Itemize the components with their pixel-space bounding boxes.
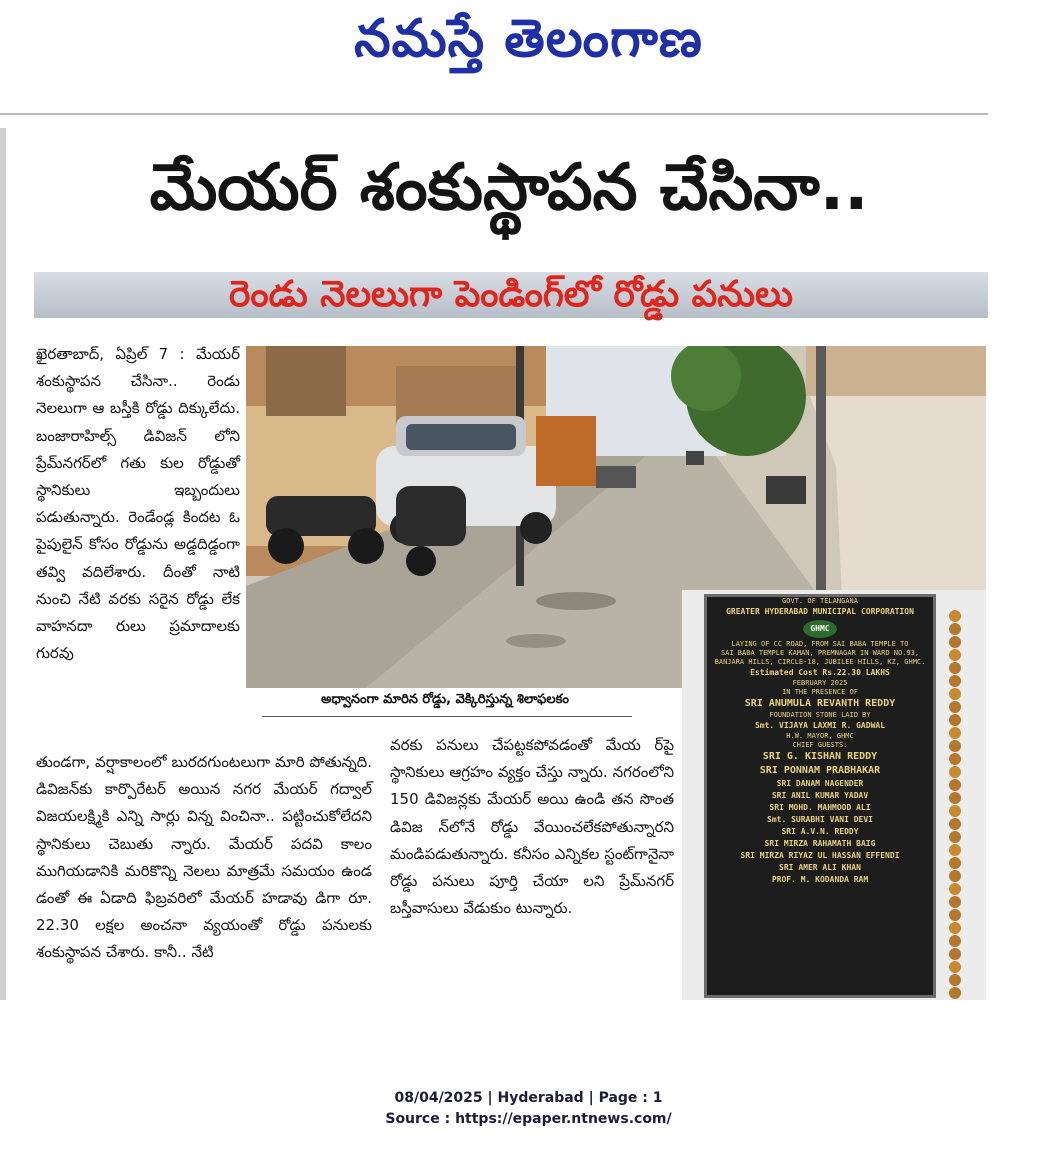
garland-bead (949, 701, 961, 713)
plaque-line: SRI AMER ALI KHAN (779, 863, 861, 872)
garland-bead (949, 974, 961, 986)
garland-bead (949, 935, 961, 947)
garland-bead (949, 961, 961, 973)
garland-bead (949, 753, 961, 765)
garland-bead (949, 779, 961, 791)
plaque-line: SRI MIRZA RIYAZ UL HASSAN EFFENDI (740, 851, 900, 860)
garland-bead (949, 740, 961, 752)
plaque-line: LAYING OF CC ROAD, FROM SAI BABA TEMPLE TO (731, 640, 909, 648)
page-edge-bar (0, 128, 6, 1000)
garland-bead (949, 623, 961, 635)
garland-bead (949, 805, 961, 817)
plaque-line: PROF. M. KODANDA RAM (771, 875, 869, 884)
footer-source: Source : https://epaper.ntnews.com/ (385, 1111, 672, 1127)
photo-caption: అధ్వానంగా మారిన రోడ్డు, వెక్కిరిస్తున్న శిలాఫలకం (321, 692, 569, 707)
garland-bead (949, 688, 961, 700)
plaque-line: SRI G. KISHAN REDDY (762, 751, 878, 762)
article-column-2: తుండగా, వర్షాకాలంలో బురదగుంటలుగా మారి పోతున్నది. డివిజన్‌కు కార్పొరేటర్ అయిన నగర మేయర్ గద్వాల్ విజయలక్ష్మికి ఎన్ని సార్లు విన్న వించినా.. పట్టించుకోలేదని స్థానికులు చెబుతు న్నారు. మేయర్ పదవి కాలం ముగియడానికి మరికొన్ని నెలలు మాత్రమే సమయం ఉండ డంతో ఈ ఏడాది ఫిబ్రవరిలో మేయర్ హడావు డిగా రూ. 22.30 లక్షల అంచనా వ్యయంతో రోడ్డు పనులకు శంకుస్థాపన చేశారు. కానీ.. నేటి (36, 753, 372, 962)
garland-bead (949, 831, 961, 843)
plaque-line: Estimated Cost Rs.22.30 LAKHS (750, 668, 890, 677)
plaque-line: SRI A.V.N. REDDY (781, 827, 859, 836)
garland-bead (949, 883, 961, 895)
garland-bead (949, 714, 961, 726)
plaque-line: H.W. MAYOR, GHMC (786, 732, 854, 740)
caption-underline (262, 716, 632, 717)
garland-bead (949, 896, 961, 908)
plaque-line: Smt. SURABHI VANI DEVI (767, 815, 873, 824)
plaque-line: SRI ANIL KUMAR YADAV (771, 791, 869, 800)
garland-bead (949, 844, 961, 856)
garland-bead (949, 792, 961, 804)
garland-bead (949, 727, 961, 739)
plaque-line: BANJARA HILLS, CIRCLE-18, JUBILEE HILLS, KZ, GHMC. (714, 658, 926, 666)
plaque-line: SRI MIRZA RAHAMATH BAIG (764, 839, 876, 848)
article-headline: మేయర్ శంకుస్థాపన చేసినా.. (149, 151, 869, 225)
garland-bead (949, 649, 961, 661)
plaque-line: SRI MOHD. MAHMOOD ALI (769, 803, 871, 812)
article-column-3: వరకు పనులు చేపట్టకపోవడంతో మేయ ర్‌పై స్థానికులు ఆగ్రహం వ్యక్తం చేస్తు న్నారు. నగరంలోని 150 డివిజన్లకు మేయర్ అయి ఉండి తన సొంత డివిజ న్‌లోనే రోడ్డు వేయించలేకపోతున్నారని మండిపడుతున్నారు. కనీసం ఎన్నికల స్టంట్‌గానైనా రోడ్డు పనులు పూర్తి చేయా లని ప్రేమ్‌నగర్ బస్తీవాసులు వేడుకుం టున్నారు. (390, 736, 674, 918)
garland-bead (949, 636, 961, 648)
flower-garland (944, 610, 962, 1000)
foundation-plaque-photo (682, 590, 986, 1000)
plaque-line: SRI ANUMULA REVANTH REDDY (744, 698, 896, 709)
plaque-line: SRI PONNAM PRABHAKAR (759, 765, 881, 776)
garland-bead (949, 870, 961, 882)
masthead-divider (0, 113, 988, 115)
garland-bead (949, 909, 961, 921)
plaque-line: IN THE PRESENCE OF (782, 688, 858, 696)
plaque-line: FOUNDATION STONE LAID BY (769, 711, 871, 719)
garland-bead (949, 987, 961, 999)
footer-dateline: 08/04/2025 | Hyderabad | Page : 1 (394, 1090, 663, 1106)
garland-bead (949, 857, 961, 869)
garland-bead (949, 922, 961, 934)
masthead (0, 0, 1057, 110)
plaque-line: GOVT. OF TELANGANA (782, 597, 858, 605)
plaque-line: FEBRUARY 2025 (792, 679, 848, 687)
garland-bead (949, 610, 961, 622)
article-column-1: ఖైరతాబాద్, ఏప్రిల్ 7 : మేయర్ శంకుస్థాపన చేసినా.. రెండు నెలలుగా ఆ బస్తీకి రోడ్డు దిక్కులేదు. బంజారాహిల్స్ డివిజన్ లోని ప్రేమ్‌నగర్‌లో గతు కుల రోడ్డుతో స్థానికులు ఇబ్బందులు పడుతున్నారు. రెండేండ్ల కిందట ఓ పైపులైన్ కోసం రోడ్డును అడ్డదిడ్డంగా తవ్వి వదిలేశారు. దీంతో నాటి నుంచి నేటి వరకు సరైన రోడ్డు లేక వాహనదా రులు ప్రమాదాలకు గురవు (36, 345, 240, 663)
plaque-line: SRI DANAM NAGENDER (776, 779, 864, 788)
subheadline: రెండు నెలలుగా పెండింగ్‌లో రోడ్డు పనులు (229, 274, 793, 315)
ghmc-emblem: GHMC (803, 620, 837, 638)
garland-bead (949, 818, 961, 830)
subheadline-banner (34, 272, 988, 318)
plaque-line: Smt. VIJAYA LAXMI R. GADWAL (754, 721, 886, 730)
plaque-line: GREATER HYDERABAD MUNICIPAL CORPORATION (726, 607, 914, 616)
plaque-line: CHIEF GUESTS: (792, 741, 848, 749)
garland-bead (949, 675, 961, 687)
garland-bead (949, 766, 961, 778)
garland-bead (949, 662, 961, 674)
masthead-title: నమస్తే తెలంగాణ (354, 8, 703, 69)
foundation-plaque (704, 594, 936, 998)
plaque-line: SAI BABA TEMPLE KAMAN, PREMNAGAR IN WARD NO.93, (720, 649, 920, 657)
garland-bead (949, 948, 961, 960)
